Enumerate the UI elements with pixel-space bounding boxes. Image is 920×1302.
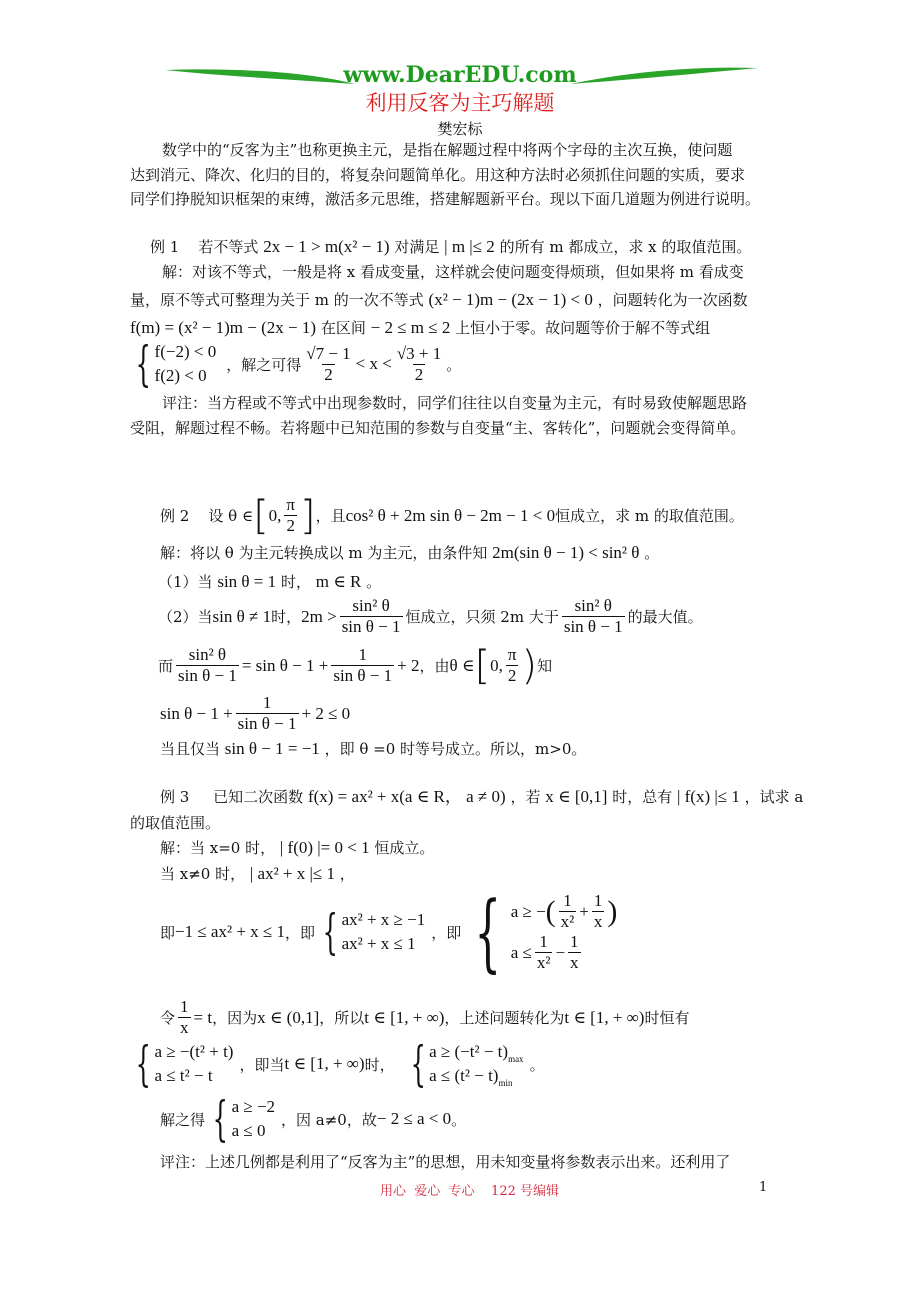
text: 当 x≠0 时， — [160, 865, 246, 883]
numerator: sin² θ — [188, 645, 227, 664]
math-interval: t ∈ [1, + ∞) — [364, 1007, 445, 1027]
text: − — [555, 942, 566, 962]
math-abs: | f(x) |≤ 1 — [676, 787, 740, 806]
left-paren-icon: ( — [545, 894, 556, 928]
system-row: a ≥ −(t² + t) — [154, 1042, 234, 1061]
author: 樊宏标 — [437, 120, 483, 138]
math-abs-m: | m |≤ 2 — [444, 237, 495, 256]
denominator: x — [593, 912, 603, 931]
math-expr: sin θ − 1 + — [160, 703, 233, 723]
fraction — [340, 596, 403, 637]
denominator: x — [180, 1018, 189, 1037]
fraction — [176, 645, 239, 686]
example1-system — [128, 336, 462, 392]
right-paren-icon: ) — [607, 894, 618, 928]
text: a ≥ − — [510, 901, 546, 921]
math-expr: | f(0) |= 0 < 1 — [279, 838, 370, 857]
math-function: f(m) = (x² − 1)m − (2x − 1) — [130, 318, 317, 337]
text: 的最大值。 — [627, 608, 703, 626]
subscript: max — [508, 1054, 524, 1064]
system-row: a ≥ −2 — [231, 1097, 276, 1116]
text: 。 — [644, 544, 660, 562]
text: ，由 — [419, 657, 450, 675]
math-inequality: 2x − 1 > m(x² − 1) — [263, 237, 390, 256]
numerator: 1 — [539, 932, 548, 951]
brace-icon: { — [212, 1091, 228, 1147]
fraction — [592, 891, 605, 932]
intro-line-3: 同学们挣脱知识框架的束缚，激活多元思维，搭建解题新平台。现以下面几道题为例进行说明。 — [130, 190, 761, 208]
left-bracket-icon: [ — [253, 492, 269, 539]
header-banner — [160, 60, 760, 90]
example3-systems — [128, 1036, 545, 1092]
text: a ≥ (−t² − t) — [429, 1042, 509, 1061]
text: （1）当 — [158, 573, 213, 591]
denominator: x² — [560, 912, 575, 931]
text: 知 — [537, 657, 553, 675]
math-interval: x ∈ (0,1] — [257, 1007, 320, 1027]
numerator: √3 + 1 — [396, 343, 442, 363]
math-expr: sin θ = 1 — [217, 572, 277, 591]
system-row: ax² + x ≤ 1 — [341, 934, 416, 953]
example1-comment-2: 受阻，解题过程不畅。若将题中已知范围的参数与自变量“主、客转化”，问题就会变得简单。 — [130, 419, 746, 437]
text: ，因为 — [212, 1009, 258, 1027]
example3-question-2: 的取值范围。 — [130, 814, 221, 832]
math-inequality: cos² θ + 2m sin θ − 2m − 1 < 0 — [345, 505, 556, 525]
math-expr: sin θ ≠ 1 — [212, 606, 272, 626]
system-row — [429, 1040, 523, 1064]
example3-label: 例 3 — [160, 788, 190, 806]
denominator: sin θ − 1 — [178, 666, 237, 685]
example3-result — [160, 1091, 467, 1147]
brace-icon: { — [135, 336, 151, 392]
text: 在区间 — [320, 319, 366, 337]
example1-solution-3 — [130, 318, 710, 338]
page-title: 利用反客为主巧解题 — [365, 91, 555, 115]
text: 解：当 x=0 时， — [160, 839, 276, 857]
numerator: π — [286, 495, 296, 514]
fraction — [568, 932, 581, 973]
text: 若不等式 — [198, 238, 259, 256]
text: ，上述问题转化为 — [444, 1009, 565, 1027]
numerator: 1 — [180, 997, 189, 1016]
numerator: π — [507, 645, 517, 664]
denominator: sin θ − 1 — [333, 666, 393, 685]
math-expr: −1 ≤ ax² + x ≤ 1 — [175, 922, 285, 941]
text: ，试求 a — [744, 788, 804, 806]
denominator: x² — [536, 953, 551, 972]
intro-line-1: 数学中的“反客为主”也称更换主元，是指在解题过程中将两个字母的主次互换，使问题 — [162, 141, 733, 159]
subscript: min — [498, 1078, 513, 1088]
text: 时， — [271, 608, 302, 626]
text: 时， — [364, 1055, 395, 1074]
text: 时，总有 — [612, 788, 673, 806]
example2-question — [160, 492, 744, 539]
example2-conclusion — [160, 739, 586, 759]
text: 设 θ ∈ — [208, 507, 254, 525]
text: a ≤ — [510, 942, 532, 962]
example2-derivation-2 — [160, 693, 350, 734]
inequality-system — [128, 1036, 234, 1092]
text: 。 — [451, 1110, 467, 1129]
text: 的所有 m 都成立，求 x 的取值范围。 — [499, 238, 752, 256]
example3-question — [160, 787, 803, 807]
math-expr: + 2 ≤ 0 — [301, 703, 351, 723]
text: 解：将以 θ 为主元转换成以 m 为主元，由条件知 — [160, 544, 488, 562]
text: ，即 — [431, 923, 462, 942]
text: ，即 — [285, 923, 316, 942]
text: 当且仅当 — [160, 740, 221, 758]
system-row: ax² + x ≥ −1 — [341, 910, 426, 929]
math-expr: 2m > — [301, 606, 337, 626]
text: 而 — [158, 657, 174, 675]
math-expr: = t — [193, 1007, 213, 1027]
inequality-system — [461, 883, 618, 981]
example1-label: 例 1 — [150, 238, 180, 256]
text: 时恒有 — [644, 1009, 690, 1027]
numerator: 1 — [570, 932, 579, 951]
fraction — [535, 932, 553, 973]
right-paren-icon: ) — [521, 642, 538, 689]
text: ， — [339, 865, 355, 883]
numerator: 1 — [358, 645, 367, 664]
denominator: sin θ − 1 — [563, 617, 623, 636]
math-function: f(x) = ax² + x(a ∈ R， a ≠ 0) — [307, 787, 506, 806]
text: ，解之可得 — [226, 355, 302, 374]
inequality-system — [205, 1091, 276, 1147]
text: ，问题转化为一次函数 — [597, 291, 748, 309]
math-expr: = sin θ − 1 + — [241, 655, 329, 675]
math-expr: θ ∈ — [449, 655, 475, 675]
text: 量，原不等式可整理为关于 m 的一次不等式 — [130, 291, 424, 309]
system-row: a ≤ 0 — [231, 1121, 266, 1140]
text: ，即 θ =0 时等号成立。所以，m>0。 — [324, 740, 587, 758]
denominator: 2 — [414, 364, 424, 384]
text: ，若 — [510, 788, 541, 806]
example2-case-1 — [158, 572, 381, 592]
interval-left: 0, — [490, 655, 503, 675]
system-row: f(−2) < 0 — [154, 342, 217, 361]
fraction — [236, 693, 299, 734]
example3-solution-1 — [160, 838, 434, 858]
example1-solution-2 — [130, 290, 748, 310]
denominator: 2 — [507, 666, 517, 685]
fraction — [331, 645, 394, 686]
text: 。 — [446, 355, 462, 374]
system-row — [511, 891, 618, 932]
example1-question — [150, 237, 751, 257]
text: 恒成立，求 m 的取值范围。 — [555, 507, 744, 525]
numerator: 1 — [563, 891, 572, 910]
text: 时， — [280, 573, 311, 591]
math-expr: − 2 ≤ a < 0 — [376, 1109, 452, 1128]
text: 。 — [366, 573, 382, 591]
fraction — [559, 891, 577, 932]
intro-line-2: 达到消元、降次、化归的目的，将复杂问题简单化。用这种方法时必须抓住问题的实质，要求 — [130, 166, 746, 184]
numerator: √7 − 1 — [306, 343, 351, 363]
denominator: 2 — [286, 516, 295, 535]
system-row — [429, 1064, 523, 1088]
brace-icon: { — [135, 1036, 151, 1092]
brace-icon: { — [322, 904, 338, 960]
brace-icon: { — [474, 883, 502, 981]
example2-case-2 — [158, 596, 703, 637]
text: 上恒小于零。故问题等价于解不等式组 — [455, 319, 711, 337]
numerator: 1 — [593, 891, 603, 910]
numerator: 1 — [262, 693, 272, 712]
fraction — [178, 997, 191, 1038]
inequality-system — [315, 904, 426, 960]
text: 。 — [529, 1055, 545, 1074]
text: 令 — [160, 1009, 176, 1027]
footer-text: 用心 爱心 专心 122 号编辑 — [380, 1184, 560, 1199]
example2-solution-1 — [160, 543, 659, 563]
example3-solution-3 — [160, 883, 618, 981]
math-inequality: < x < — [355, 354, 392, 373]
example3-comment: 评注：上述几例都是利用了“反客为主”的思想，用未知变量将参数表示出来。还利用了 — [160, 1153, 731, 1171]
denominator: sin θ − 1 — [341, 617, 401, 636]
math-interval: t ∈ [1, + ∞) — [284, 1054, 365, 1073]
text: 已知二次函数 — [213, 788, 304, 806]
numerator: sin² θ — [352, 596, 390, 615]
text: 解之得 — [160, 1110, 206, 1129]
fraction-pi-over-2 — [506, 645, 519, 686]
example3-solution-2 — [160, 864, 355, 884]
text: ，因 a≠0，故 — [281, 1110, 377, 1129]
denominator: 2 — [324, 364, 333, 384]
denominator: sin θ − 1 — [237, 714, 297, 733]
numerator: sin² θ — [574, 596, 612, 615]
math-expr: (x² − 1)m − (2x − 1) < 0 — [428, 290, 593, 309]
math-expr: + 2 — [397, 655, 420, 675]
inequality-system — [128, 336, 217, 392]
example1-comment-1: 评注：当方程或不等式中出现参数时，同学们往往以自变量为主元，有时易致使解题思路 — [162, 394, 748, 412]
example3-substitution — [160, 997, 689, 1038]
example1-solution-1: 解：对该不等式，一般是将 x 看成变量，这样就会使问题变得烦琐，但如果将 m 看成变 — [162, 263, 744, 281]
system-row: f(2) < 0 — [154, 366, 207, 385]
system-row — [511, 932, 618, 973]
example2-derivation-1 — [158, 642, 553, 689]
math-expr: | ax² + x |≤ 1 — [249, 864, 336, 883]
system-row: a ≤ t² − t — [154, 1066, 213, 1085]
interval-left: 0, — [268, 505, 282, 525]
brace-icon: { — [410, 1036, 426, 1092]
fraction — [395, 344, 443, 385]
fraction — [304, 344, 352, 385]
text: 对满足 — [394, 238, 440, 256]
inequality-system — [403, 1036, 524, 1092]
fraction-pi-over-2 — [284, 495, 297, 536]
page-number: 1 — [759, 1180, 768, 1195]
text: 恒成立。 — [374, 839, 435, 857]
math-expr: sin θ − 1 = −1 — [224, 739, 320, 758]
math-inequality: 2m(sin θ − 1) < sin² θ — [492, 543, 640, 562]
text: （2）当 — [158, 608, 213, 626]
text: ，且 — [315, 507, 346, 525]
text: 恒成立，只须 2m 大于 — [405, 608, 559, 626]
example2-label: 例 2 — [160, 507, 190, 525]
math-interval: t ∈ [1, + ∞) — [564, 1007, 645, 1027]
math-interval: x ∈ [0,1] — [545, 787, 608, 806]
site-logo: www.DearEDU.com — [343, 62, 577, 88]
fraction — [562, 596, 625, 637]
text: + — [579, 901, 589, 921]
text: 即 — [160, 923, 176, 942]
math-expr: m ∈ R — [315, 572, 362, 591]
denominator: x — [570, 953, 579, 972]
right-bracket-icon: ] — [300, 492, 316, 539]
math-interval: − 2 ≤ m ≤ 2 — [370, 318, 451, 337]
text: ，即当 — [239, 1055, 285, 1074]
text: a ≤ (t² − t) — [429, 1066, 499, 1085]
left-bracket-icon: [ — [474, 642, 491, 689]
text: ，所以 — [319, 1009, 365, 1027]
